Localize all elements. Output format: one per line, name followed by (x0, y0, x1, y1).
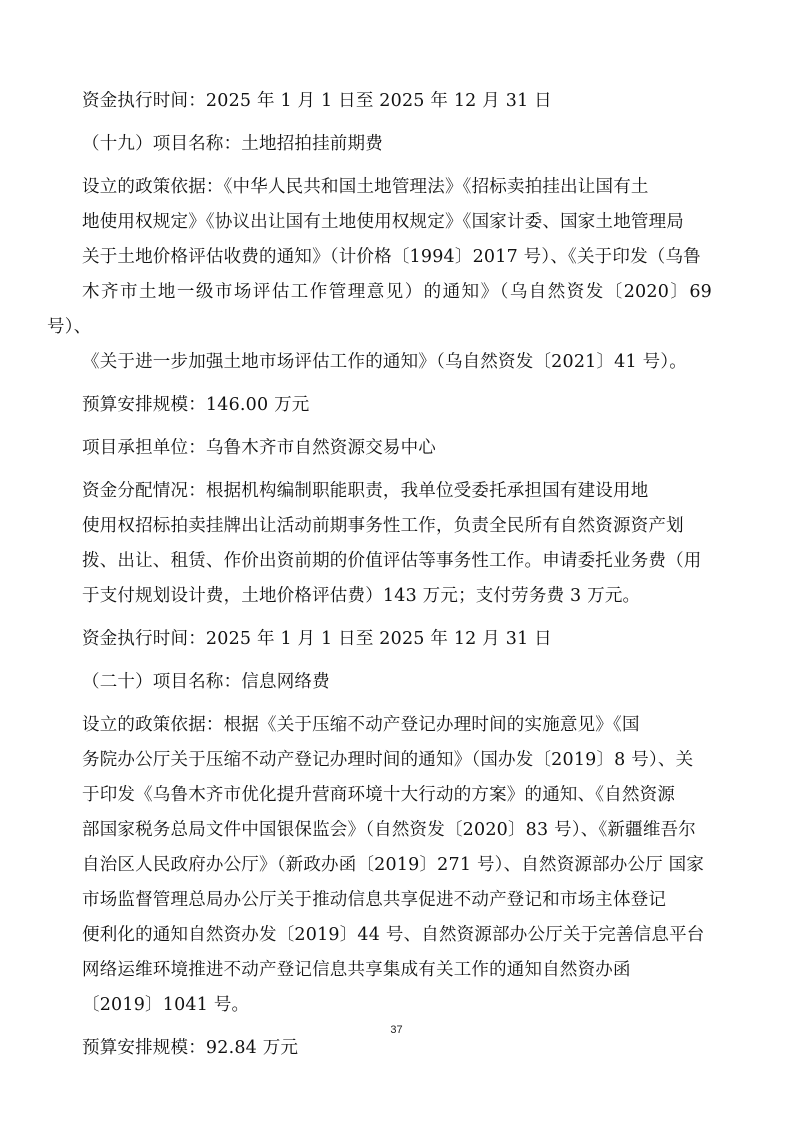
text-line: （十九）项目名称：土地招拍挂前期费 (82, 134, 383, 154)
document-body (47, 84, 712, 1074)
text-line: 地使用权规定》《协议出让国有土地使用权规定》《国家计委、国家土地管理局 (82, 212, 684, 232)
text-line: 使用权招标拍卖挂牌出让活动前期事务性工作，负责全民所有自然资源资产划 (82, 516, 684, 536)
text-line: 设立的政策依据：《中华人民共和国土地管理法》《招标卖拍挂出让国有土 (82, 177, 649, 197)
text-line: 拨、出让、租赁、作价出资前期的价值评估等事务性工作。申请委托业务费（用 (82, 551, 702, 571)
text-line: 市场监督管理总局办公厅关于推动信息共享促进不动产登记和市场主体登记 (82, 890, 667, 910)
page-number: 37 (390, 1024, 403, 1036)
text-line: 资金执行时间：2025 年 1 月 1 日至 2025 年 12 月 31 日 (82, 629, 552, 649)
text-line: 部国家税务总局文件中国银保监会》（自然资发〔2020〕83 号）、《新疆维吾尔 (82, 820, 696, 840)
paragraph-project-20-title (82, 665, 712, 700)
text-line: 《关于进一步加强土地市场评估工作的通知》（乌自然资发〔2021〕41 号）。 (82, 352, 687, 372)
paragraph-project-19-title (82, 127, 712, 162)
text-line: 网络运维环境推进不动产登记信息共享集成有关工作的通知自然资办函 (82, 960, 631, 980)
text-line: 资金执行时间：2025 年 1 月 1 日至 2025 年 12 月 31 日 (82, 91, 552, 111)
text-line: 务院办公厅关于压缩不动产登记办理时间的通知》（国办发〔2019〕8 号）、关 (82, 750, 694, 770)
text-line: 关于土地价格评估收费的通知》（计价格〔1994〕2017 号）、《关于印发（乌鲁 (82, 247, 701, 267)
paragraph-project-20-policy-basis (82, 708, 712, 1023)
paragraph-project-20-budget (82, 1031, 712, 1066)
text-line: 木齐市土地一级市场评估工作管理意见）的通知》（乌自然资发〔2020〕69 号）、 (47, 282, 712, 337)
paragraph-project-19-policy-basis (47, 170, 712, 380)
text-line: 便利化的通知自然资办发〔2019〕44 号、自然资源部办公厅关于完善信息平台 (82, 925, 705, 945)
text-line: 于支付规划设计费，土地价格评估费）143 万元；支付劳务费 3 万元。 (82, 586, 641, 606)
text-line: 自治区人民政府办公厅》（新政办函〔2019〕271 号）、自然资源部办公厅 国家 (82, 855, 705, 875)
paragraph-project-19-unit (82, 431, 712, 466)
text-line: 于印发《乌鲁木齐市优化提升营商环境十大行动的方案》的通知、《自然资源 (82, 785, 676, 805)
text-line: 预算安排规模：92.84 万元 (82, 1038, 299, 1058)
paragraph-funding-period-1 (82, 84, 712, 119)
text-line: 预算安排规模：146.00 万元 (82, 395, 310, 415)
paragraph-project-19-allocation (82, 474, 712, 614)
paragraph-funding-period-2 (82, 622, 712, 657)
text-line: （二十）项目名称：信息网络费 (82, 672, 330, 692)
paragraph-project-19-budget (82, 388, 712, 423)
text-line: 〔2019〕1041 号。 (82, 995, 250, 1015)
text-line: 项目承担单位：乌鲁木齐市自然资源交易中心 (82, 438, 436, 458)
text-line: 资金分配情况：根据机构编制职能职责，我单位受委托承担国有建设用地 (82, 481, 649, 501)
text-line: 设立的政策依据：根据《关于压缩不动产登记办理时间的实施意见》《国 (82, 715, 640, 735)
